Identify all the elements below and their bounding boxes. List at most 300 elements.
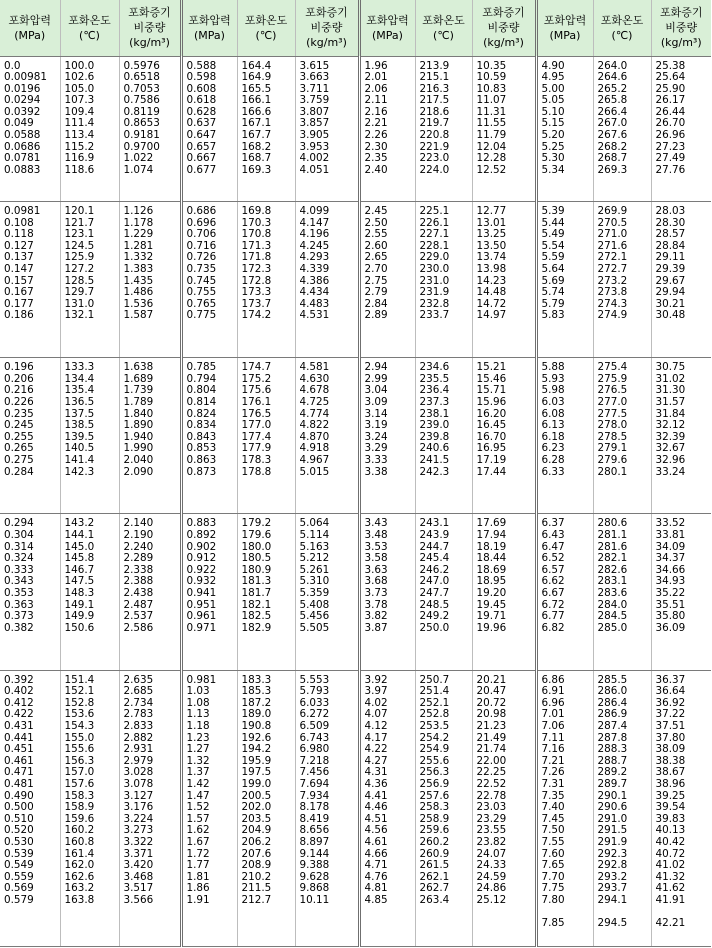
- density-value: 4.002: [299, 152, 330, 165]
- temperature-value: 204.9: [241, 824, 272, 837]
- pressure-value: 4.02: [364, 696, 388, 709]
- density-value: 4.147: [299, 216, 330, 229]
- temperature-value: 173.7: [241, 297, 272, 310]
- temperature-value: 200.5: [241, 789, 272, 802]
- temperature-value: 280.1: [597, 465, 628, 478]
- density-value: 36.64: [655, 685, 686, 698]
- density-value: 40.13: [655, 824, 686, 837]
- header-pressure-g3: [359, 0, 415, 56]
- density-value: 0.7053: [123, 82, 160, 95]
- density-value: 29.11: [655, 251, 686, 264]
- pressure-value: 0.422: [4, 708, 34, 721]
- temperature-value: 124.5: [64, 239, 95, 252]
- temperature-value: 286.9: [597, 708, 628, 721]
- temperature-value: 269.3: [597, 163, 628, 176]
- temperature-value: 154.3: [64, 720, 95, 732]
- temperature-value: 283.1: [597, 575, 628, 588]
- pressure-values: [536, 56, 593, 202]
- temperature-value: 169.8: [241, 205, 272, 218]
- density-value: 1.890: [123, 419, 154, 432]
- density-values: [119, 358, 181, 514]
- temperature-values: [60, 514, 119, 670]
- density-values: [119, 514, 181, 670]
- density-values: [295, 56, 359, 202]
- temperature-value: 185.3: [241, 685, 272, 698]
- density-value: 32.96: [655, 454, 686, 466]
- density-value: 4.774: [299, 407, 330, 420]
- density-values: [295, 514, 359, 670]
- temperature-value: 272.1: [597, 251, 628, 264]
- header-line: 포화온도: [244, 13, 288, 27]
- block-row: [0, 202, 711, 358]
- density-value: 13.50: [476, 239, 507, 252]
- pressure-value: 0.647: [186, 129, 217, 142]
- temperature-value: 219.7: [419, 117, 450, 130]
- pressure-value: 2.26: [364, 129, 388, 142]
- pressure-value: 3.43: [364, 517, 388, 530]
- header-density-g3: [472, 0, 536, 56]
- temperature-value: 291.5: [597, 824, 628, 837]
- header-line: (℃): [611, 28, 633, 42]
- temperature-value: 270.5: [597, 216, 628, 229]
- temperature-value: 232.8: [419, 297, 450, 310]
- pressure-value: 5.15: [541, 117, 565, 130]
- density-value: 1.229: [123, 228, 154, 241]
- header-line: (MPa): [549, 28, 581, 42]
- pressure-value: 6.47: [541, 540, 565, 553]
- pressure-value: 7.06: [541, 720, 565, 732]
- density-value: 36.92: [655, 696, 686, 709]
- density-value: 6.743: [299, 731, 330, 744]
- pressure-value: 0.726: [186, 251, 217, 264]
- temperature-value: 216.3: [419, 82, 450, 95]
- density-value: 34.93: [655, 575, 686, 588]
- density-value: 3.905: [299, 129, 330, 142]
- pressure-value: 0.196: [4, 361, 34, 374]
- pressure-value: 5.54: [541, 239, 565, 252]
- pressure-value: 1.08: [186, 696, 210, 709]
- temperature-value: 215.1: [419, 71, 450, 84]
- temperature-value: 268.7: [597, 152, 628, 165]
- temperature-value: 287.4: [597, 720, 628, 732]
- pressure-value: 0.255: [4, 430, 34, 443]
- density-value: 34.09: [655, 540, 686, 553]
- temperature-value: 146.7: [64, 563, 95, 576]
- temperature-value: 272.7: [597, 263, 628, 276]
- density-value: 31.57: [655, 396, 686, 409]
- temperature-value: 256.9: [419, 777, 450, 790]
- density-value: 37.80: [655, 731, 686, 744]
- temperature-value: 237.3: [419, 396, 450, 409]
- temperature-value: 143.2: [64, 517, 95, 530]
- temperature-value: 180.5: [241, 552, 272, 565]
- pressure-value: 4.61: [364, 835, 388, 848]
- pressure-value: 0.569: [4, 882, 34, 895]
- pressure-value: 4.07: [364, 708, 388, 721]
- density-value: 17.94: [476, 529, 507, 542]
- density-value: 8.656: [299, 824, 330, 837]
- pressure-value: 6.23: [541, 442, 565, 455]
- pressure-value: 5.44: [541, 216, 565, 229]
- density-value: 11.55: [476, 117, 507, 130]
- pressure-value: 0.765: [186, 297, 217, 310]
- temperature-value: 274.3: [597, 297, 628, 310]
- density-values: [472, 514, 536, 670]
- density-value: 14.72: [476, 297, 507, 310]
- density-value: 12.52: [476, 163, 507, 176]
- density-value: 4.483: [299, 297, 330, 310]
- temperature-value: 277.5: [597, 407, 628, 420]
- temperature-value: 278.5: [597, 430, 628, 443]
- pressure-value: 3.19: [364, 419, 388, 432]
- density-value: 7.694: [299, 777, 330, 790]
- temperature-value: 242.3: [419, 465, 450, 478]
- temperature-value: 285.0: [597, 621, 628, 634]
- pressure-values: [536, 514, 593, 670]
- density-value: 7.456: [299, 766, 330, 779]
- temperature-value: 183.3: [241, 673, 272, 686]
- density-value: 2.338: [123, 563, 154, 576]
- temperature-value: 265.8: [597, 94, 628, 107]
- pressure-value: 0.490: [4, 789, 34, 802]
- density-value: 1.332: [123, 251, 154, 264]
- temperature-value: 224.0: [419, 163, 450, 176]
- density-value: 15.46: [476, 372, 507, 385]
- temperature-value: 206.2: [241, 835, 272, 848]
- density-value: 38.38: [655, 754, 686, 767]
- density-values: [472, 670, 536, 946]
- density-value: 13.25: [476, 228, 507, 241]
- temperature-value: 165.5: [241, 82, 272, 95]
- density-value: 3.807: [299, 105, 330, 118]
- pressure-value: 3.63: [364, 563, 388, 576]
- temperature-value: 180.0: [241, 540, 272, 553]
- temperature-value: 207.6: [241, 847, 272, 860]
- temperature-value: 177.9: [241, 442, 272, 455]
- pressure-value: 3.29: [364, 442, 388, 455]
- temperature-value: 167.1: [241, 117, 272, 130]
- pressure-values: [0, 202, 60, 358]
- temperature-values: [593, 202, 651, 358]
- density-value: 4.678: [299, 384, 330, 397]
- temperature-value: 177.4: [241, 430, 272, 443]
- pressure-value: 5.64: [541, 263, 565, 276]
- temperature-value: 134.4: [64, 372, 95, 385]
- temperature-value: 221.9: [419, 140, 450, 153]
- density-value: 18.19: [476, 540, 507, 553]
- pressure-value: 3.09: [364, 396, 388, 409]
- temperature-value: 164.4: [241, 59, 272, 72]
- pressure-value: 5.59: [541, 251, 565, 264]
- pressure-value: 0.755: [186, 286, 217, 299]
- density-value: 3.420: [123, 859, 154, 872]
- pressure-value: 5.88: [541, 361, 565, 374]
- header-line: 비중량: [133, 21, 166, 35]
- density-value: 2.734: [123, 696, 154, 709]
- density-value: 16.95: [476, 442, 507, 455]
- temperature-value: 259.6: [419, 824, 450, 837]
- pressure-value: 0.824: [186, 407, 217, 420]
- pressure-value: 6.96: [541, 696, 565, 709]
- density-value: 1.940: [123, 430, 154, 443]
- pressure-value: 0.706: [186, 228, 217, 241]
- temperature-value: 111.4: [64, 117, 95, 130]
- pressure-value: 1.27: [186, 743, 210, 756]
- pressure-value: 0.0981: [4, 205, 41, 218]
- density-value: 16.70: [476, 430, 507, 443]
- density-value: 29.94: [655, 286, 686, 299]
- pressure-value: 0.412: [4, 696, 34, 709]
- temperature-value: 166.1: [241, 94, 272, 107]
- density-value: 0.8119: [123, 105, 160, 118]
- pressure-value: 2.84: [364, 297, 388, 310]
- density-value: 27.76: [655, 163, 686, 176]
- temperature-value: 288.7: [597, 754, 628, 767]
- temperature-value: 279.1: [597, 442, 628, 455]
- pressure-value: 5.10: [541, 105, 565, 118]
- pressure-value: 2.16: [364, 105, 388, 118]
- density-value: 2.979: [123, 754, 154, 767]
- temperature-value: 282.6: [597, 563, 628, 576]
- density-value: 5.456: [299, 610, 330, 623]
- temperature-value: 162.0: [64, 859, 95, 872]
- pressure-value: 6.67: [541, 587, 565, 599]
- density-value: 4.099: [299, 205, 330, 218]
- pressure-value: 3.14: [364, 407, 388, 420]
- density-value: 32.39: [655, 430, 686, 443]
- temperature-value: 153.6: [64, 708, 95, 721]
- pressure-value: 0.549: [4, 859, 34, 872]
- header-temperature-g4: [593, 0, 651, 56]
- temperature-value: 181.3: [241, 575, 272, 588]
- density-value: 5.408: [299, 598, 330, 611]
- temperature-value: 230.0: [419, 263, 450, 276]
- temperature-value: 171.8: [241, 251, 272, 264]
- temperature-value: 163.8: [64, 893, 95, 906]
- temperature-value: 271.6: [597, 239, 628, 252]
- temperature-value: 227.1: [419, 228, 450, 241]
- pressure-value: 0.696: [186, 216, 217, 229]
- pressure-value: 0.912: [186, 552, 217, 565]
- temperature-value: 218.6: [419, 105, 450, 118]
- density-value: 35.51: [655, 598, 686, 611]
- temperature-value: 141.4: [64, 454, 95, 466]
- temperature-value: 239.0: [419, 419, 450, 432]
- pressure-value: 0.157: [4, 274, 34, 287]
- temperature-value: 160.2: [64, 824, 95, 837]
- pressure-value: 0.314: [4, 540, 34, 553]
- temperature-value: 177.0: [241, 419, 272, 432]
- density-values: [472, 358, 536, 514]
- temperature-value: 145.8: [64, 552, 95, 565]
- pressure-value: 5.49: [541, 228, 565, 241]
- temperature-value: 135.4: [64, 384, 95, 397]
- density-value: 0.9181: [123, 129, 160, 142]
- temperature-value: 273.2: [597, 274, 628, 287]
- pressure-value: 6.52: [541, 552, 565, 565]
- density-values: [295, 358, 359, 514]
- density-value: 40.72: [655, 847, 686, 860]
- density-value: 38.09: [655, 743, 686, 756]
- density-value: 9.144: [299, 847, 330, 860]
- density-value: 18.44: [476, 552, 507, 565]
- pressure-value: 2.89: [364, 309, 388, 322]
- header-line: 비중량: [665, 21, 698, 35]
- temperature-value: 263.4: [419, 893, 450, 906]
- pressure-value: 3.53: [364, 540, 388, 553]
- temperature-value: 176.1: [241, 396, 272, 409]
- pressure-value: 5.20: [541, 129, 565, 142]
- temperature-value: 149.1: [64, 598, 95, 611]
- pressure-value: 5.25: [541, 140, 565, 153]
- temperature-value: 173.3: [241, 286, 272, 299]
- pressure-value: 0.0392: [4, 105, 41, 118]
- pressure-value: 4.51: [364, 812, 388, 825]
- density-value: 21.49: [476, 731, 507, 744]
- temperature-value: 236.4: [419, 384, 450, 397]
- pressure-value: 2.40: [364, 163, 388, 176]
- temperature-value: 220.8: [419, 129, 450, 142]
- density-value: 1.638: [123, 361, 154, 374]
- temperature-value: 105.0: [64, 82, 95, 95]
- density-value: 5.553: [299, 673, 330, 686]
- pressure-value: 2.75: [364, 274, 388, 287]
- density-value: 6.033: [299, 696, 330, 709]
- density-value: 11.07: [476, 94, 507, 107]
- pressure-value: 6.37: [541, 517, 565, 530]
- pressure-values: [536, 202, 593, 358]
- temperature-value: 133.3: [64, 361, 95, 374]
- header-line: 포화온도: [422, 13, 465, 27]
- pressure-value: 1.86: [186, 882, 210, 895]
- pressure-value: 0.716: [186, 239, 217, 252]
- temperature-value: 291.0: [597, 812, 628, 825]
- pressure-value: 0.461: [4, 754, 34, 767]
- temperature-value: 254.2: [419, 731, 450, 744]
- pressure-value: 0.0588: [4, 129, 41, 142]
- pressure-value: 0.0883: [4, 163, 41, 176]
- header-line: (kg/m³): [306, 36, 347, 50]
- temperature-value: 256.3: [419, 766, 450, 779]
- pressure-value: 7.21: [541, 754, 565, 767]
- density-value: 12.28: [476, 152, 507, 165]
- pressure-value: 0.0686: [4, 140, 41, 153]
- pressure-value: 4.66: [364, 847, 388, 860]
- temperature-value: 294.5: [597, 917, 628, 930]
- temperature-value: 145.0: [64, 540, 95, 553]
- pressure-value: 0.667: [186, 152, 217, 165]
- density-value: 37.22: [655, 708, 686, 721]
- density-value: 39.83: [655, 812, 686, 825]
- density-value: 19.96: [476, 621, 507, 634]
- density-value: 25.38: [655, 59, 686, 72]
- pressure-value: 7.11: [541, 731, 565, 744]
- pressure-value: 6.28: [541, 454, 565, 466]
- density-value: 1.536: [123, 297, 154, 310]
- temperature-value: 267.6: [597, 129, 628, 142]
- temperature-values: [415, 56, 472, 202]
- pressure-value: 6.03: [541, 396, 565, 409]
- temperature-value: 281.1: [597, 529, 628, 542]
- temperature-value: 223.0: [419, 152, 450, 165]
- temperature-value: 144.1: [64, 529, 95, 542]
- density-value: 22.00: [476, 754, 507, 767]
- pressure-value: 1.13: [186, 708, 210, 721]
- temperature-value: 267.0: [597, 117, 628, 130]
- density-value: 3.273: [123, 824, 154, 837]
- density-values: [295, 202, 359, 358]
- pressure-value: 0.530: [4, 835, 34, 848]
- density-value: 31.84: [655, 407, 686, 420]
- temperature-value: 203.5: [241, 812, 272, 825]
- temperature-value: 284.5: [597, 610, 628, 623]
- density-value: 8.178: [299, 801, 330, 814]
- temperature-value: 187.2: [241, 696, 272, 709]
- temperature-value: 172.8: [241, 274, 272, 287]
- temperature-value: 262.7: [419, 882, 450, 895]
- temperature-value: 166.6: [241, 105, 272, 118]
- density-value: 18.95: [476, 575, 507, 588]
- temperature-value: 175.2: [241, 372, 272, 385]
- pressure-value: 7.70: [541, 870, 565, 883]
- density-value: 1.739: [123, 384, 154, 397]
- pressure-value: 3.92: [364, 673, 388, 686]
- header-pressure-g2: [181, 0, 237, 56]
- temperature-value: 129.7: [64, 286, 95, 299]
- header-temperature-g2: [237, 0, 295, 56]
- density-value: 2.685: [123, 685, 154, 698]
- density-value: 3.322: [123, 835, 154, 848]
- density-values: [651, 358, 711, 514]
- temperature-value: 260.2: [419, 835, 450, 848]
- temperature-value: 107.3: [64, 94, 95, 107]
- density-value: 0.7586: [123, 94, 160, 107]
- pressure-value: 0.853: [186, 442, 217, 455]
- block-row: [0, 56, 711, 202]
- temperature-value: 211.5: [241, 882, 272, 895]
- temperature-value: 178.3: [241, 454, 272, 466]
- density-value: 4.918: [299, 442, 330, 455]
- temperature-value: 276.5: [597, 384, 628, 397]
- header-density-g2: [295, 0, 359, 56]
- density-value: 2.537: [123, 610, 154, 623]
- temperature-value: 235.5: [419, 372, 450, 385]
- temperature-value: 247.7: [419, 587, 450, 599]
- density-value: 10.11: [299, 893, 330, 906]
- density-value: 24.86: [476, 882, 507, 895]
- header-line: 비중량: [487, 21, 520, 35]
- density-value: 1.022: [123, 152, 154, 165]
- density-value: 33.81: [655, 529, 686, 542]
- density-value: 3.028: [123, 766, 154, 779]
- density-value: 13.98: [476, 263, 507, 276]
- temperature-value: 229.0: [419, 251, 450, 264]
- pressure-value: 6.77: [541, 610, 565, 623]
- pressure-value: 7.26: [541, 766, 565, 779]
- header-line: (kg/m³): [660, 36, 702, 50]
- density-value: 39.54: [655, 801, 686, 814]
- pressure-value: 1.77: [186, 859, 210, 872]
- temperature-value: 121.7: [64, 216, 95, 229]
- density-value: 24.59: [476, 870, 507, 883]
- pressure-value: 2.21: [364, 117, 388, 130]
- temperature-values: [60, 358, 119, 514]
- density-value: 1.990: [123, 442, 154, 455]
- temperature-value: 292.8: [597, 859, 628, 872]
- density-value: 14.97: [476, 309, 507, 322]
- density-value: 32.12: [655, 419, 686, 432]
- temperature-values: [415, 514, 472, 670]
